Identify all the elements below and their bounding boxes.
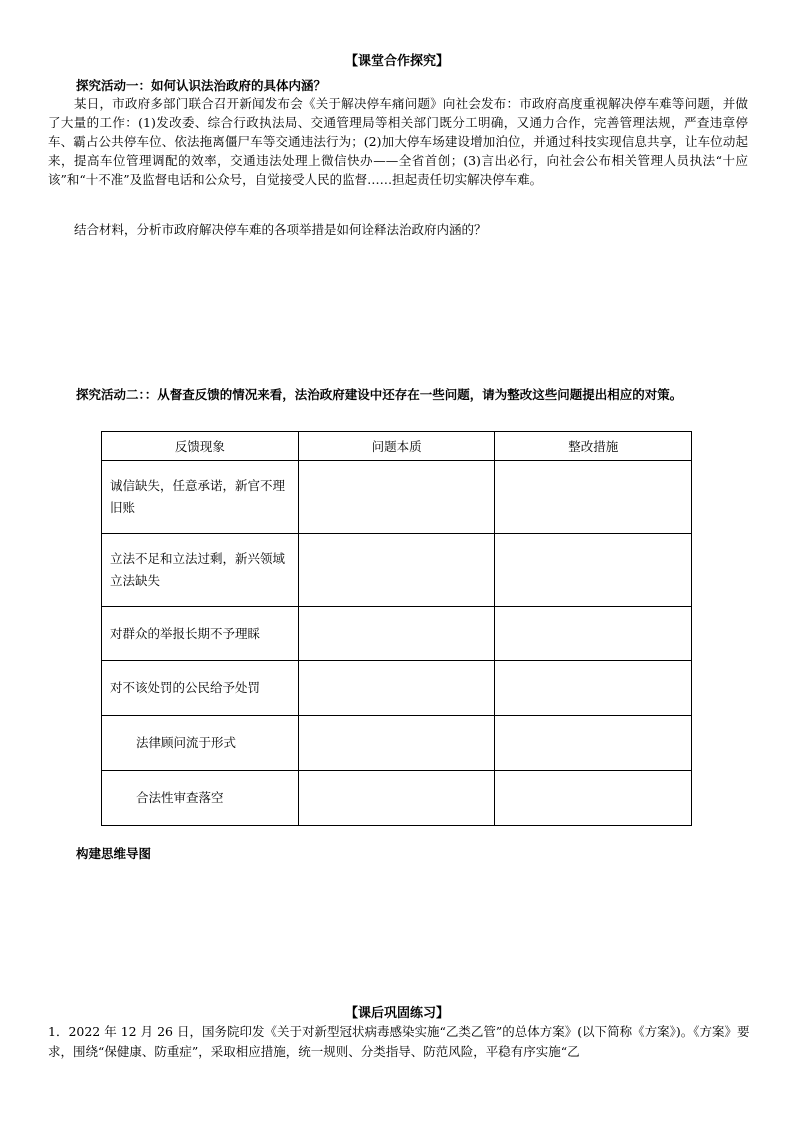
table-cell-measure[interactable] [495,607,692,661]
section-title-practice: 【课后巩固练习】 [344,1006,449,1021]
activity1-question: 结合材料，分析市政府解决停车难的各项举措是如何诠释法治政府内涵的？ [74,222,487,237]
table-cell-measure[interactable] [495,716,692,771]
table-cell-essence[interactable] [298,461,495,534]
mindmap-heading: 构建思维导图 [76,846,152,861]
table-cell-essence[interactable] [298,607,495,661]
table-cell-measure[interactable] [495,534,692,607]
table-cell-phenomenon: 诚信缺失，任意承诺，新官不理旧账 [102,461,299,534]
table-row [102,607,692,661]
table-header-cell: 问题本质 [298,432,495,461]
table-cell-essence[interactable] [298,771,495,826]
table-cell-phenomenon: 对群众的举报长期不予理睬 [102,607,299,661]
table-cell-phenomenon: 法律顾问流于形式 [102,716,299,771]
table-row [102,461,692,534]
table-row [102,534,692,607]
table-cell-phenomenon: 合法性审查落空 [102,771,299,826]
activity1-material: 某日，市政府多部门联合召开新闻发布会《关于解决停车痛问题》向社会发布：市政府高度重视解决停车难等问题，并做了大量的工作：(1)发改委、综合行政执法局、交通管理局等相关部门既分工明确，又通力合作，完善管理法规，严查违章停车、霸占公共停车位、依法拖离僵尸车等交通违法行为；(2)加大停车场建设增加泊位，并通过科技实现信息共享，让车位动起来，提高车位管理调配的效率，交通违法处理上微信快办——全省首创；(3)言出必行，向社会公布相关管理人员执法“十应该”和“十不准”及监督电话和公众号，自觉接受人民的监督……担起责任切实解决停车难。 [48,96,748,187]
table-row [102,661,692,716]
table-header-cell: 反馈现象 [102,432,299,461]
section-title-class-inquiry: 【课堂合作探究】 [344,54,449,69]
table-cell-phenomenon: 立法不足和立法过剩，新兴领域立法缺失 [102,534,299,607]
table-cell-measure[interactable] [495,461,692,534]
table-row [102,716,692,771]
table-cell-essence[interactable] [298,716,495,771]
table-row [102,771,692,826]
table-cell-phenomenon: 对不该处罚的公民给予处罚 [102,661,299,716]
activity1-heading: 探究活动一：如何认识法治政府的具体内涵？ [76,78,327,93]
feedback-table [101,431,692,826]
table-header-row [102,432,692,461]
table-cell-essence[interactable] [298,534,495,607]
table-header-cell: 整改措施 [495,432,692,461]
practice-question-1: 1．2022 年 12 月 26 日，国务院印发《关于对新型冠状病毒感染实施“乙类乙管”的总体方案》(以下简称《方案》)。《方案》要求，围绕“保健康、防重症”，采取相应措施，统一规则、分类指导、防范风险，平稳有序实施“乙 [48,1024,750,1059]
table-cell-essence[interactable] [298,661,495,716]
table-cell-measure[interactable] [495,661,692,716]
activity2-heading: 探究活动二：：从督查反馈的情况来看，法治政府建设中还存在一些问题，请为整改这些问题提出相应的对策。 [76,387,683,402]
table-cell-measure[interactable] [495,771,692,826]
